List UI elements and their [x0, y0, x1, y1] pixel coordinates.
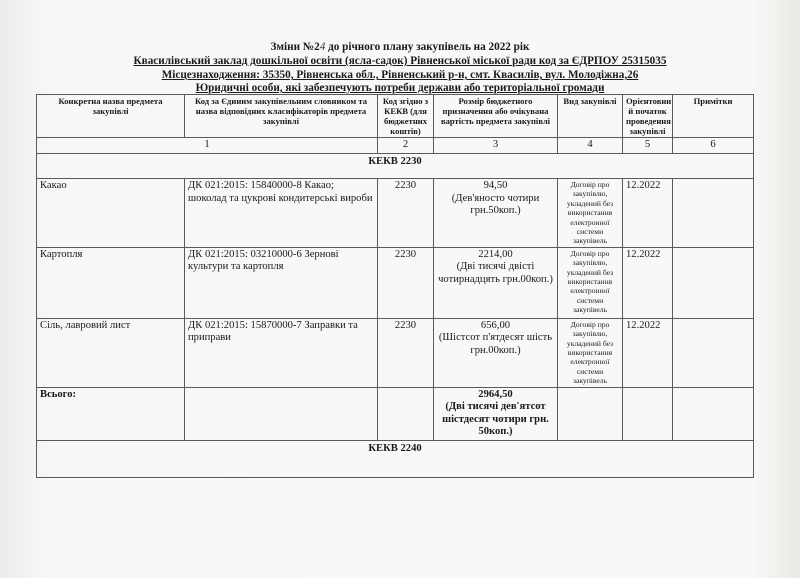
col-number: 4: [558, 138, 623, 154]
col-number: 5: [623, 138, 673, 154]
col-number: 1: [37, 138, 378, 154]
col-header-notes: Примітки: [673, 95, 754, 138]
item-amount-value: 656,00: [480, 319, 511, 331]
item-code: ДК 021:2015: 03210000-6 Зернові культури та картопля: [185, 247, 378, 318]
col-header-amount: Розмір бюджетного призначення або очікувана вартість предмета закупівлі: [434, 95, 558, 138]
section-row: [37, 440, 754, 478]
total-amount: [434, 387, 558, 440]
total-row: [37, 387, 754, 440]
total-amount-value: 2964,50: [478, 388, 513, 400]
item-amount-words: (Шістсот п'ятдесят шість грн.00коп.): [438, 332, 553, 356]
col-header-name: Конкретна назва предмета закупівлі: [37, 95, 185, 138]
col-number: 3: [434, 138, 558, 154]
col-header-start: Орієнтовни й початок проведення закупівлі: [623, 95, 673, 138]
empty-cell: [185, 387, 378, 440]
handwritten-number: 4: [319, 41, 326, 53]
col-number: 6: [673, 138, 754, 154]
item-code: ДК 021:2015: 15840000-8 Какао; шоколад та цукрові кондитерські вироби: [185, 179, 378, 248]
institution-line: Квасилівський заклад дошкільної освіти (ясла-садок) Рівненської міської ради код за ЄДРПОУ 25315035: [133, 55, 667, 67]
table-row: [37, 318, 754, 387]
col-header-code: Код за Єдиним закупівельним словником та назва відповідних класифікаторів предмета закупівлі: [185, 95, 378, 138]
item-type: Договір про закупівлю, укладений без використання електронної системи закупівель: [558, 247, 623, 318]
title-suffix: до річного плану закупівель на 2022 рік: [325, 41, 530, 53]
item-name: Сіль, лавровий лист: [37, 318, 185, 387]
section-heading: КЕКВ 2230: [37, 153, 754, 179]
empty-cell: [378, 387, 434, 440]
section-row: [37, 153, 754, 179]
item-amount-words: (Дві тисячі двісті чотирнадцять грн.00коп.): [438, 261, 553, 285]
item-note: [673, 247, 754, 318]
empty-cell: [558, 387, 623, 440]
item-amount: [434, 247, 558, 318]
item-amount: [434, 318, 558, 387]
item-kekv: 2230: [378, 318, 434, 387]
subtitle-line: Юридичні особи, які забезпечують потреби держави або територіальної громади: [195, 82, 605, 94]
item-code: ДК 021:2015: 15870000-7 Заправки та приправи: [185, 318, 378, 387]
title-prefix: Зміни №2: [270, 41, 320, 53]
col-header-type: Вид закупівлі: [558, 95, 623, 138]
total-amount-words: (Дві тисячі дев'ятсот шістдесят чотири грн. 50коп.): [442, 401, 549, 438]
item-amount-value: 2214,00: [478, 248, 513, 260]
col-number: 2: [378, 138, 434, 154]
item-kekv: 2230: [378, 247, 434, 318]
item-kekv: 2230: [378, 179, 434, 248]
item-name: Картопля: [37, 247, 185, 318]
table-row: [37, 179, 754, 248]
document-title: [0, 41, 800, 54]
item-amount-words: (Дев'яносто чотири грн.50коп.): [451, 192, 540, 216]
total-label: Всього:: [37, 387, 185, 440]
empty-cell: [623, 387, 673, 440]
column-number-row: [37, 138, 754, 154]
item-note: [673, 179, 754, 248]
item-start: 12.2022: [623, 179, 673, 248]
table-header-row: [37, 95, 754, 138]
section-heading: КЕКВ 2240: [37, 440, 754, 478]
item-type: Договір про закупівлю, укладений без використання електронної системи закупівель: [558, 179, 623, 248]
item-type: Договір про закупівлю, укладений без використання електронної системи закупівель: [558, 318, 623, 387]
col-header-kekv: Код згідно з КЕКВ (для бюджетних коштів): [378, 95, 434, 138]
item-amount: [434, 179, 558, 248]
procurement-table: [36, 94, 754, 478]
address-line: Місцезнаходження: 35350, Рівненська обл., Рівненський р-н, смт. Квасилів, вул. Молодіжна,26: [161, 69, 639, 81]
item-amount-value: 94,50: [483, 180, 508, 191]
item-start: 12.2022: [623, 247, 673, 318]
item-note: [673, 318, 754, 387]
item-name: Какао: [37, 179, 185, 248]
item-start: 12.2022: [623, 318, 673, 387]
table-row: [37, 247, 754, 318]
empty-cell: [673, 387, 754, 440]
